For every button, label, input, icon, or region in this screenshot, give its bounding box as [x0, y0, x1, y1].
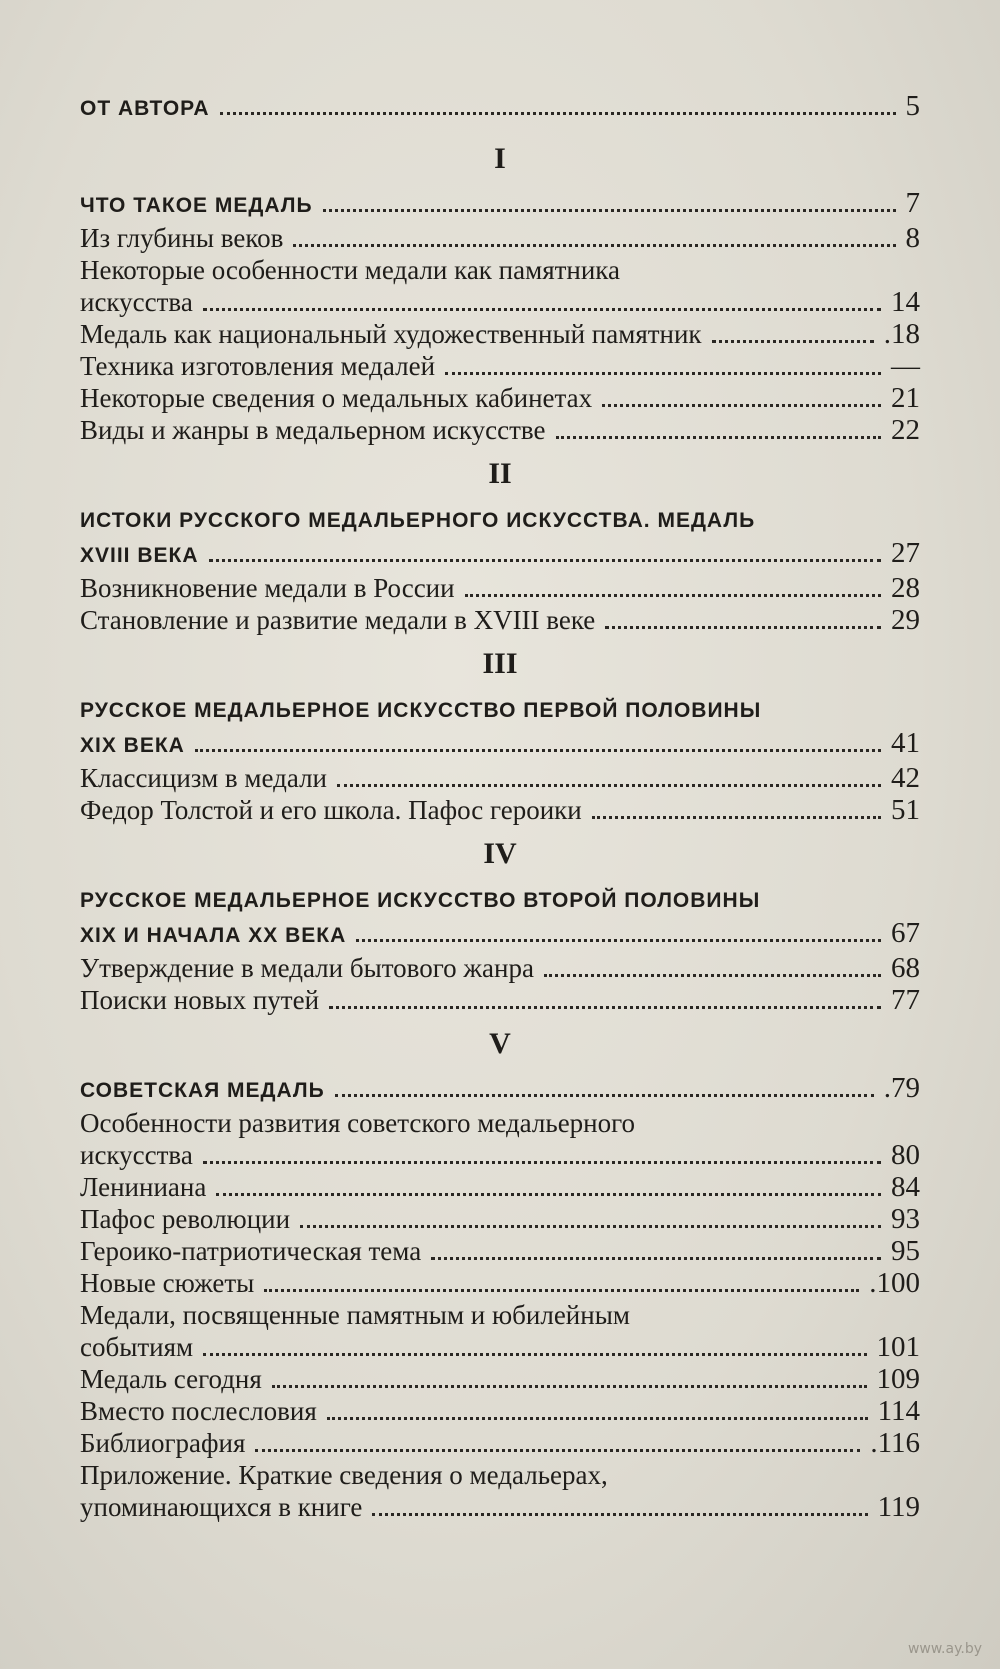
toc-entry-title: Особенности развития советского медальерного [80, 1108, 636, 1138]
dot-leader [195, 749, 881, 752]
toc-entry-title: Вместо послесловия [80, 1396, 317, 1426]
dot-leader [272, 1385, 867, 1388]
page-number: 95 [891, 1235, 920, 1267]
dot-leader [544, 974, 881, 977]
page-number: 7 [905, 187, 920, 219]
table-of-contents [80, 90, 920, 1523]
page-number: 21 [891, 382, 920, 414]
toc-entry-title: Из глубины веков [80, 223, 284, 253]
toc-entry-title: Приложение. Краткие сведения о медальерах, [80, 1460, 608, 1490]
toc-entry-title: Медаль как национальный художественный памятник [80, 319, 702, 349]
page-number: — [891, 350, 920, 382]
dot-leader [323, 209, 896, 212]
toc-entry [80, 1331, 920, 1363]
section-numeral: IV [483, 837, 517, 870]
toc-entry [80, 1139, 920, 1171]
section-numeral: III [482, 647, 518, 680]
toc-entry-title: событиям [80, 1332, 194, 1362]
toc-heading [80, 882, 920, 917]
page-number: 84 [891, 1171, 920, 1203]
section-numeral: II [488, 457, 512, 490]
dot-leader [592, 816, 881, 819]
toc-entry [80, 1107, 920, 1139]
dot-leader [220, 112, 896, 115]
toc-entry-title: Героико-патриотическая тема [80, 1236, 422, 1266]
toc-entry-title: Техника изготовления медалей [80, 351, 436, 381]
toc-entry-title: Медаль сегодня [80, 1364, 262, 1394]
dot-leader [335, 1094, 874, 1097]
toc-entry-title: РУССКОЕ МЕДАЛЬЕРНОЕ ИСКУССТВО ПЕРВОЙ ПОЛОВИНЫ [80, 699, 762, 722]
toc-entry-title: Утверждение в медали бытового жанра [80, 953, 534, 983]
section-numeral: I [494, 142, 506, 175]
page-number: 51 [891, 794, 920, 826]
page-number: 80 [891, 1139, 920, 1171]
toc-heading [80, 1072, 920, 1107]
toc-entry [80, 1171, 920, 1203]
page-number: .116 [870, 1427, 920, 1459]
toc-heading [80, 537, 920, 572]
toc-entry-title: ЧТО ТАКОЕ МЕДАЛЬ [80, 194, 313, 217]
page-number: 93 [891, 1203, 920, 1235]
dot-leader [602, 404, 881, 407]
toc-entry-title: Новые сюжеты [80, 1268, 255, 1298]
toc-entry-title: Лениниана [80, 1172, 207, 1202]
toc-entry-title: XIX И НАЧАЛА XX ВЕКА [80, 924, 347, 947]
dot-leader [264, 1289, 859, 1292]
toc-entry-title: СОВЕТСКАЯ МЕДАЛЬ [80, 1079, 325, 1102]
toc-entry [80, 1491, 920, 1523]
toc-entry [80, 414, 920, 446]
dot-leader [203, 1353, 866, 1356]
toc-entry-title: Классицизм в медали [80, 763, 327, 793]
dot-leader [712, 340, 874, 343]
page-number: 5 [905, 90, 920, 122]
page-number: 119 [877, 1491, 920, 1523]
dot-leader [216, 1193, 881, 1196]
dot-leader [431, 1257, 881, 1260]
toc-entry-title: XIX ВЕКА [80, 734, 185, 757]
page-number: .18 [883, 318, 920, 350]
dot-leader [203, 308, 881, 311]
toc-entry-title: искусства [80, 287, 193, 317]
page-number: 67 [891, 917, 920, 949]
dot-leader [293, 244, 895, 247]
toc-heading [80, 917, 920, 952]
toc-entry [80, 382, 920, 414]
toc-heading [80, 90, 920, 125]
toc-entry [80, 572, 920, 604]
page-number: 68 [891, 952, 920, 984]
dot-leader [556, 436, 882, 439]
page-number: 14 [891, 286, 920, 318]
toc-heading [80, 502, 920, 537]
dot-leader [337, 784, 881, 787]
toc-heading [80, 187, 920, 222]
toc-heading [80, 692, 920, 727]
toc-entry [80, 984, 920, 1016]
toc-entry [80, 318, 920, 350]
toc-entry [80, 794, 920, 826]
page-number: 109 [876, 1363, 920, 1395]
page-number: 29 [891, 604, 920, 636]
toc-entry [80, 1363, 920, 1395]
toc-entry [80, 952, 920, 984]
dot-leader [300, 1225, 881, 1228]
page-number: 41 [891, 727, 920, 759]
page-number: 114 [877, 1395, 920, 1427]
dot-leader [327, 1417, 868, 1420]
dot-leader [203, 1161, 881, 1164]
toc-entry-title: Библиография [80, 1428, 246, 1458]
page-number: 77 [891, 984, 920, 1016]
toc-entry-title: Поиски новых путей [80, 985, 320, 1015]
toc-entry-title: Пафос революции [80, 1204, 291, 1234]
toc-entry [80, 222, 920, 254]
toc-entry-title: Некоторые особенности медали как памятника [80, 255, 620, 285]
dot-leader [372, 1513, 867, 1516]
toc-entry-title: РУССКОЕ МЕДАЛЬЕРНОЕ ИСКУССТВО ВТОРОЙ ПОЛОВИНЫ [80, 889, 761, 912]
toc-entry [80, 1299, 920, 1331]
page-number: 42 [891, 762, 920, 794]
toc-entry [80, 1267, 920, 1299]
dot-leader [255, 1449, 860, 1452]
page-number: 22 [891, 414, 920, 446]
toc-entry-title: Федор Толстой и его школа. Пафос героики [80, 795, 582, 825]
toc-entry-title: Некоторые сведения о медальных кабинетах [80, 383, 593, 413]
toc-entry [80, 762, 920, 794]
dot-leader [605, 626, 881, 629]
page-number: .100 [869, 1267, 920, 1299]
toc-entry [80, 1459, 920, 1491]
page-number: 8 [905, 222, 920, 254]
dot-leader [329, 1006, 881, 1009]
toc-heading [80, 727, 920, 762]
toc-entry [80, 1427, 920, 1459]
toc-entry-title: Возникновение медали в России [80, 573, 455, 603]
toc-entry [80, 1203, 920, 1235]
toc-entry-title: Становление и развитие медали в XVIII веке [80, 605, 596, 635]
dot-leader [465, 594, 881, 597]
dot-leader [356, 939, 881, 942]
toc-entry [80, 1395, 920, 1427]
toc-entry-title: Виды и жанры в медальерном искусстве [80, 415, 546, 445]
toc-entry-title: Медали, посвященные памятным и юбилейным [80, 1300, 630, 1330]
page-number: 27 [891, 537, 920, 569]
toc-entry [80, 1235, 920, 1267]
dot-leader [445, 372, 881, 375]
watermark: www.ay.by [907, 1641, 982, 1657]
page-number: 28 [891, 572, 920, 604]
toc-entry [80, 286, 920, 318]
toc-entry [80, 604, 920, 636]
toc-entry-title: ОТ АВТОРА [80, 97, 210, 120]
dot-leader [209, 559, 881, 562]
page-number: .79 [883, 1072, 920, 1104]
toc-entry-title: ИСТОКИ РУССКОГО МЕДАЛЬЕРНОГО ИСКУССТВА. МЕДАЛЬ [80, 509, 756, 532]
section-numeral: V [489, 1027, 511, 1060]
toc-entry [80, 350, 920, 382]
toc-entry-title: упоминающихся в книге [80, 1492, 363, 1522]
toc-entry [80, 254, 920, 286]
toc-entry-title: искусства [80, 1140, 193, 1170]
page-number: 101 [876, 1331, 920, 1363]
toc-entry-title: XVIII ВЕКА [80, 544, 199, 567]
